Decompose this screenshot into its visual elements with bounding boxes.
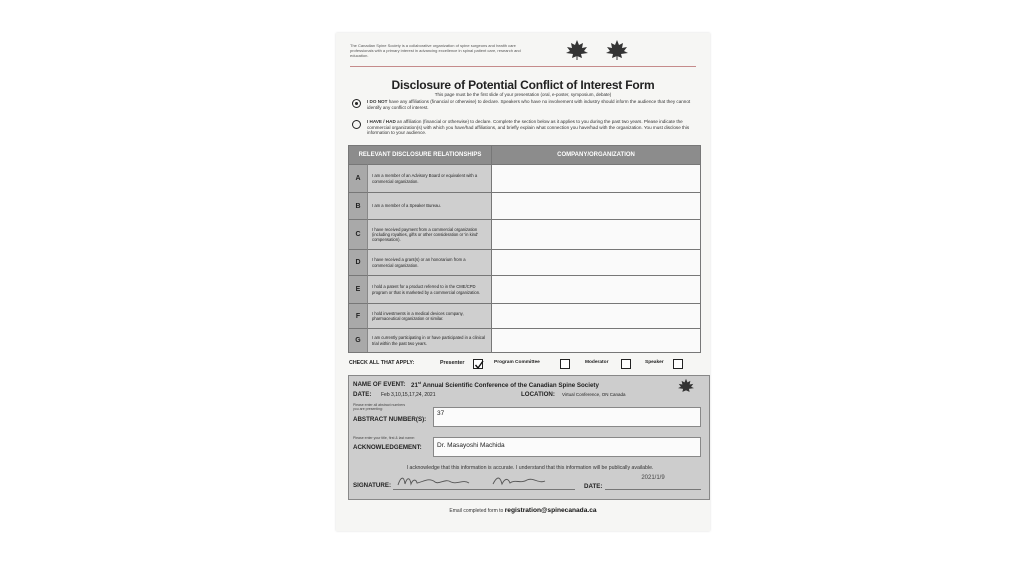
row-letter: E xyxy=(349,275,367,303)
acknowledgement-statement: I acknowledge that this information is accurate. I understand that this information will be publically available. xyxy=(406,465,654,471)
disclosure-table xyxy=(348,145,701,353)
page-subtitle: This page must be the first slide of your presentation (oral, e-poster, symposium, debate) xyxy=(434,92,612,97)
program-committee-label: Program Committee xyxy=(494,360,540,365)
company-input[interactable] xyxy=(491,192,700,219)
maple-leaf-logo xyxy=(562,39,592,61)
column-header-relationships: RELEVANT DISCLOSURE RELATIONSHIPS xyxy=(349,146,491,164)
program-committee-checkbox[interactable] xyxy=(560,359,570,369)
email-address: registration@spinecanada.ca xyxy=(504,507,597,514)
event-name-label: NAME OF EVENT: xyxy=(353,381,406,388)
row-letter: G xyxy=(349,328,367,352)
row-letter: F xyxy=(349,303,367,328)
acknowledgement-input[interactable]: Dr. Masayoshi Machida xyxy=(433,437,701,457)
check-all-row xyxy=(349,360,699,372)
row-description: I am a member of an Advisory Board or equivalent with a commercial organization. xyxy=(367,164,491,192)
maple-leaf-logo xyxy=(675,378,697,394)
disclosure-form-page xyxy=(336,33,710,531)
row-description: I am a member of a Speaker Bureau. xyxy=(367,192,491,219)
option-do-not-text: I DO NOT have any affiliations (financial or otherwise) to declare. Speakers who have no involvement with industry should inform the audience that they cannot identify any conflict of interest. xyxy=(367,99,691,110)
acknowledgement-hint: Please enter your title, first & last name: xyxy=(353,436,415,440)
presenter-checkbox[interactable] xyxy=(473,359,483,369)
event-info-panel xyxy=(348,375,710,500)
signature-date-value[interactable]: 2021/1/9 xyxy=(605,475,701,490)
moderator-label: Moderator xyxy=(585,360,609,365)
row-description: I hold investments in a medical devices company, pharmaceutical organization or similar. xyxy=(367,303,491,328)
location-label: LOCATION: xyxy=(521,391,555,398)
company-input[interactable] xyxy=(491,303,700,328)
abstract-hint: Please enter all abstract numbers you are presenting: xyxy=(353,403,406,411)
row-letter: A xyxy=(349,164,367,192)
page-title: Disclosure of Potential Conflict of Interest Form xyxy=(391,78,655,92)
company-input[interactable] xyxy=(491,164,700,192)
option-have-text: I HAVE / HAD an affiliation (financial or otherwise) to declare. Complete the section below as it applies to you during the past two years. Please indicate the commercial organization(s) with which you have/had affiliations, and briefly explain what connection you have/had with the organization. You must disclose this information to your audience. xyxy=(367,119,690,136)
row-description: I have received a grant(s) or an honorarium from a commercial organization. xyxy=(367,249,491,275)
column-header-company: COMPANY/ORGANIZATION xyxy=(491,146,700,164)
abstract-number-input[interactable]: 37 xyxy=(433,407,701,427)
company-input[interactable] xyxy=(491,219,700,249)
row-letter: D xyxy=(349,249,367,275)
speaker-label: Speaker xyxy=(645,360,664,365)
signature-date-label: DATE: xyxy=(584,483,603,490)
acknowledgement-label: ACKNOWLEDGEMENT: xyxy=(353,444,422,451)
header-divider xyxy=(350,66,696,67)
row-letter: C xyxy=(349,219,367,249)
row-letter: B xyxy=(349,192,367,219)
company-input[interactable] xyxy=(491,249,700,275)
row-description: I hold a patent for a product referred to in the CME/CPD program or that is marketed by a commercial organization. xyxy=(367,275,491,303)
signature-label: SIGNATURE: xyxy=(353,482,392,489)
presenter-label: Presenter xyxy=(440,360,465,366)
maple-leaf-logo xyxy=(602,39,632,61)
row-description: I am currently participating in or have participated in a clinical trial within the past two years. xyxy=(367,328,491,352)
location-value: Virtual Conference, ON Canada xyxy=(562,392,626,397)
abstract-label: ABSTRACT NUMBER(S): xyxy=(353,416,427,423)
event-name-value: 21st Annual Scientific Conference of the Canadian Spine Society xyxy=(411,381,599,390)
company-input[interactable] xyxy=(491,275,700,303)
society-header-text: The Canadian Spine Society is a collaborative organization of spine surgeons and health care professionals with a primary interest in advancing excellence in spinal patient care, research and education. xyxy=(350,43,521,58)
date-value: Feb 3,10,15,17,24, 2021 xyxy=(381,392,436,398)
check-all-label: CHECK ALL THAT APPLY: xyxy=(349,360,415,366)
email-instruction: Email completed form to registration@spinecanada.ca xyxy=(449,507,597,514)
company-input[interactable] xyxy=(491,328,700,352)
option-have-radio[interactable] xyxy=(352,120,361,129)
row-description: I have received payment from a commercial organization (including royalties, gifts or other consideration or 'in kind' compensation). xyxy=(367,219,491,249)
moderator-checkbox[interactable] xyxy=(621,359,631,369)
date-label: DATE: xyxy=(353,391,372,398)
speaker-checkbox[interactable] xyxy=(673,359,683,369)
signature-field[interactable] xyxy=(393,473,575,490)
option-do-not-radio[interactable] xyxy=(352,99,361,108)
